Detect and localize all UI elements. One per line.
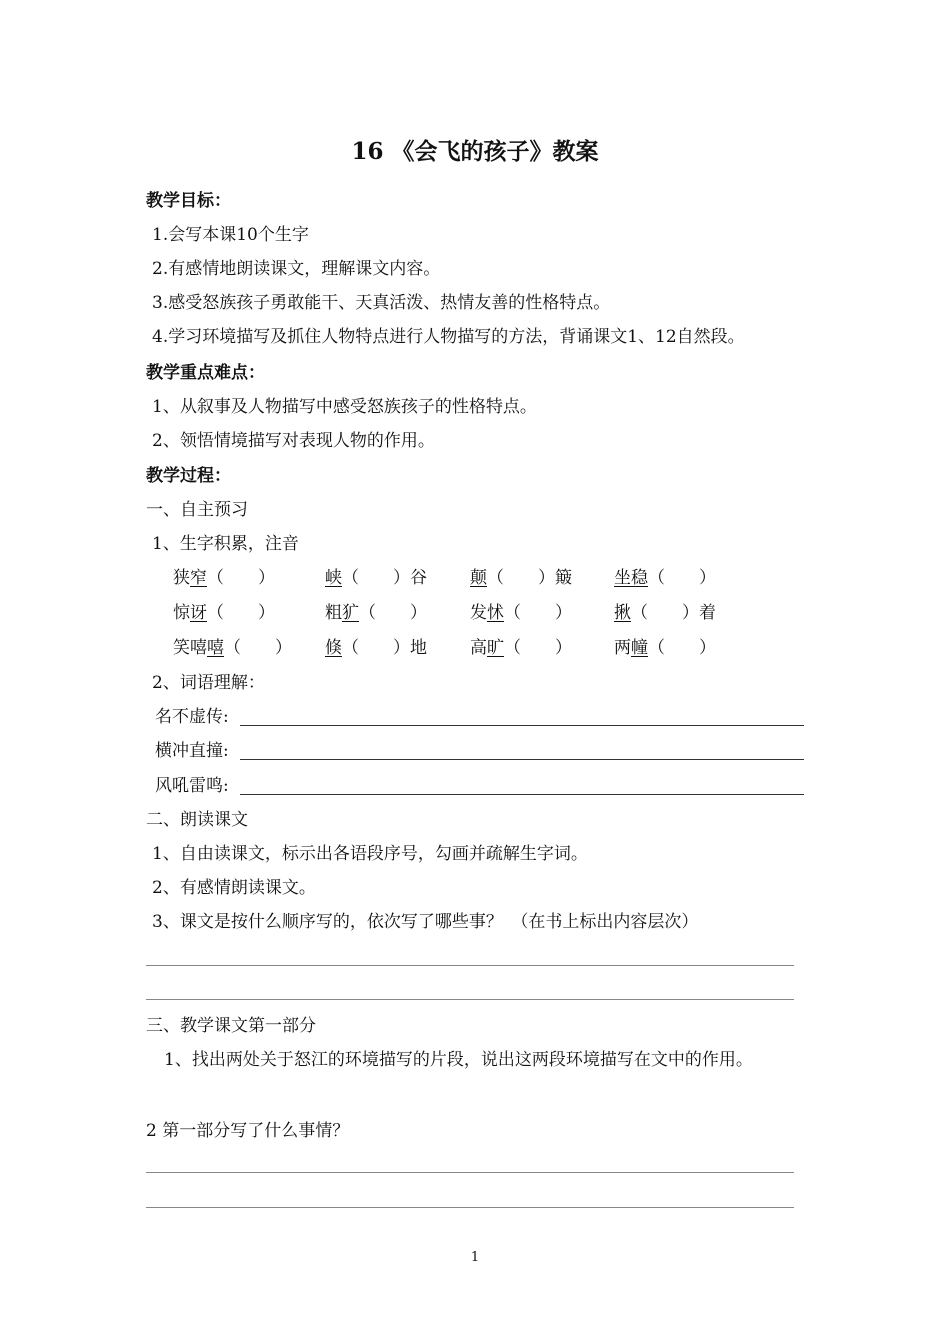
pinyin-cell: 粗犷（ ） <box>325 603 427 623</box>
pinyin-cell: 倏（ ）地 <box>325 638 427 658</box>
pinyin-cell: 坐稳（ ） <box>614 568 716 588</box>
pinyin-cell: 两幢（ ） <box>614 638 716 658</box>
goal-item: 3.感受怒族孩子勇敢能干、天真活泼、热情友善的性格特点。 <box>152 293 611 313</box>
pinyin-cell: 笑嘻嘻（ ） <box>173 638 292 658</box>
goal-item: 2.有感情地朗读课文，理解课文内容。 <box>152 259 441 279</box>
pinyin-cell: 狭窄（ ） <box>173 568 275 588</box>
pinyin-cell: 高旷（ ） <box>470 638 572 658</box>
section2-title: 二、朗读课文 <box>146 810 248 830</box>
key-points-heading: 教学重点难点： <box>146 363 265 383</box>
pinyin-cell: 揪（ ）着 <box>614 603 716 623</box>
term-label: 风吼雷鸣: <box>155 776 229 796</box>
goals-heading: 教学目标： <box>146 191 231 211</box>
pinyin-cell: 颠（ ）簸 <box>470 568 572 588</box>
term-label: 横冲直撞: <box>155 741 229 761</box>
goal-item: 1.会写本课10个生字 <box>152 225 309 245</box>
term-answer-line[interactable] <box>240 725 804 726</box>
term-answer-line[interactable] <box>240 759 804 760</box>
page-number: 1 <box>470 1250 480 1265</box>
pinyin-cell: 惊讶（ ） <box>173 603 275 623</box>
answer-line[interactable] <box>146 1172 794 1173</box>
pinyin-cell: 峡（ ）谷 <box>325 568 427 588</box>
term-answer-line[interactable] <box>240 794 804 795</box>
pinyin-cell: 发怵（ ） <box>470 603 572 623</box>
section2-item: 1、自由读课文，标示出各语段序号，勾画并疏解生字词。 <box>152 844 588 864</box>
key-point-item: 2、领悟情境描写对表现人物的作用。 <box>152 431 435 451</box>
section3-title: 三、教学课文第一部分 <box>146 1016 316 1036</box>
section1-sub1: 1、生字积累，注音 <box>152 534 299 554</box>
page-title: 16 《会飞的孩子》教案 <box>351 138 599 165</box>
key-point-item: 1、从叙事及人物描写中感受怒族孩子的性格特点。 <box>152 397 537 417</box>
term-label: 名不虚传: <box>155 707 229 727</box>
section3-question-2: 2 第一部分写了什么事情？ <box>146 1121 350 1141</box>
process-heading: 教学过程： <box>146 466 231 486</box>
section1-title: 一、自主预习 <box>146 500 248 520</box>
section2-item: 3、课文是按什么顺序写的，依次写了哪些事？ （在书上标出内容层次） <box>152 912 699 932</box>
section2-item: 2、有感情朗读课文。 <box>152 878 316 898</box>
section1-sub2: 2、词语理解： <box>152 673 265 693</box>
goal-item: 4.学习环境描写及抓住人物特点进行人物描写的方法，背诵课文1、12自然段。 <box>152 327 745 347</box>
section3-question-1: 1、找出两处关于怒江的环境描写的片段，说出这两段环境描写在文中的作用。 <box>164 1050 753 1070</box>
answer-line[interactable] <box>146 999 794 1000</box>
answer-line[interactable] <box>146 1207 794 1208</box>
answer-line[interactable] <box>146 965 794 966</box>
